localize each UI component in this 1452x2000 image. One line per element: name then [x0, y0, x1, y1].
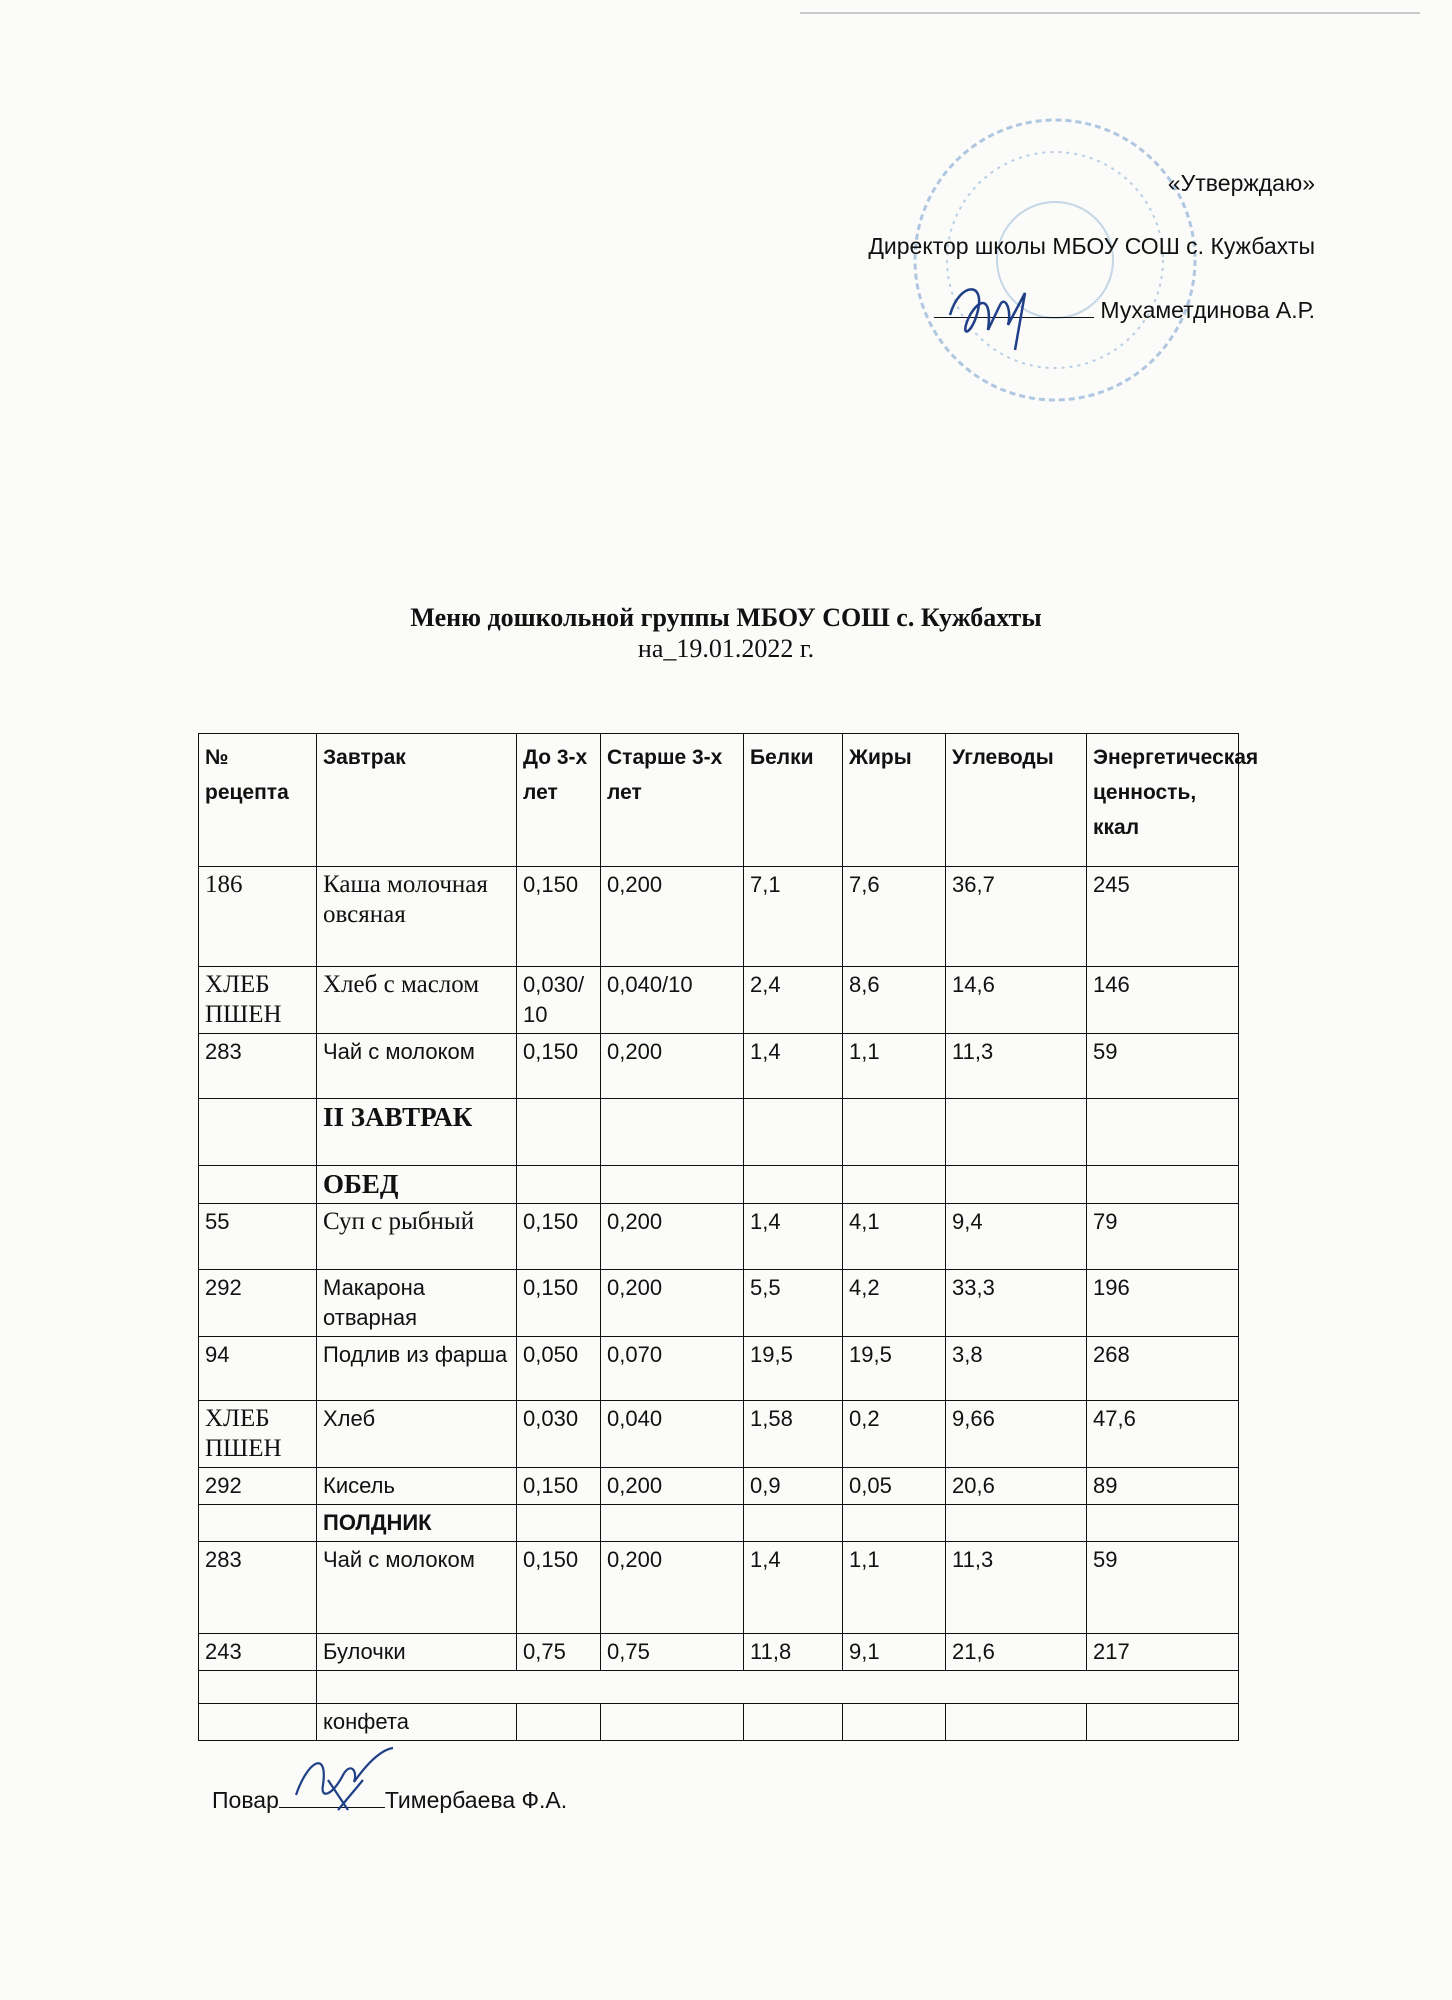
- carbs: 11,3: [946, 1542, 1087, 1634]
- table-row: [199, 967, 1239, 1034]
- director-name: Мухаметдинова А.Р.: [1100, 297, 1315, 323]
- header-under-3: До 3-х лет: [517, 734, 601, 867]
- dish-name: Булочки: [317, 1634, 517, 1671]
- proteins: 1,58: [744, 1401, 843, 1468]
- recipe-number: ХЛЕБ ПШЕН: [199, 1401, 317, 1468]
- cook-label: Повар: [212, 1787, 279, 1813]
- director-title: Директор школы МБОУ СОШ с. Кужбахты: [868, 233, 1315, 259]
- dish-name: Хлеб: [317, 1401, 517, 1468]
- dish-name: Каша молочная овсяная: [317, 867, 517, 967]
- energy: 59: [1087, 1542, 1239, 1634]
- section-row-lunch: [199, 1166, 1239, 1204]
- section-row-breakfast-2: [199, 1099, 1239, 1166]
- recipe-number: 283: [199, 1034, 317, 1099]
- portion-under-3: 0,150: [517, 1204, 601, 1270]
- portion-over-3: 0,200: [601, 867, 744, 967]
- energy: 47,6: [1087, 1401, 1239, 1468]
- header-over-3: Старше 3-х лет: [601, 734, 744, 867]
- portion-under-3: 0,030/ 10: [517, 967, 601, 1034]
- recipe-number: 186: [199, 867, 317, 967]
- header-carbs: Углеводы: [946, 734, 1087, 867]
- table-row: [199, 1204, 1239, 1270]
- dish-name: Чай с молоком: [317, 1542, 517, 1634]
- fats: 1,1: [843, 1542, 946, 1634]
- table-row: [199, 1337, 1239, 1401]
- table-row: [199, 1542, 1239, 1634]
- portion-over-3: 0,200: [601, 1204, 744, 1270]
- table-row: [199, 867, 1239, 967]
- dish-name: Макарона отварная: [317, 1270, 517, 1337]
- section-title: ПОЛДНИК: [317, 1505, 517, 1542]
- fats: 9,1: [843, 1634, 946, 1671]
- school-seal-stamp: [905, 110, 1205, 410]
- proteins: 0,9: [744, 1468, 843, 1505]
- director-signature: [930, 275, 1060, 355]
- portion-over-3: 0,200: [601, 1542, 744, 1634]
- section-title: II ЗАВТРАК: [317, 1099, 517, 1166]
- fats: 1,1: [843, 1034, 946, 1099]
- energy: 196: [1087, 1270, 1239, 1337]
- table-row: [199, 1034, 1239, 1099]
- recipe-number: 243: [199, 1634, 317, 1671]
- fats: 0,05: [843, 1468, 946, 1505]
- recipe-number: 55: [199, 1204, 317, 1270]
- portion-under-3: 0,150: [517, 867, 601, 967]
- portion-over-3: 0,200: [601, 1270, 744, 1337]
- portion-under-3: 0,150: [517, 1270, 601, 1337]
- energy: 245: [1087, 867, 1239, 967]
- fats: 0,2: [843, 1401, 946, 1468]
- proteins: 5,5: [744, 1270, 843, 1337]
- portion-over-3: 0,75: [601, 1634, 744, 1671]
- portion-over-3: 0,040/10: [601, 967, 744, 1034]
- carbs: 14,6: [946, 967, 1087, 1034]
- fats: 19,5: [843, 1337, 946, 1401]
- energy: 217: [1087, 1634, 1239, 1671]
- carbs: 9,66: [946, 1401, 1087, 1468]
- section-title: ОБЕД: [317, 1166, 517, 1204]
- cook-signature: [288, 1740, 398, 1815]
- header-recipe: № рецепта: [199, 734, 317, 867]
- carbs: 21,6: [946, 1634, 1087, 1671]
- dish-name: Суп с рыбный: [317, 1204, 517, 1270]
- energy: 59: [1087, 1034, 1239, 1099]
- table-row: [199, 1468, 1239, 1505]
- energy: 268: [1087, 1337, 1239, 1401]
- portion-under-3: 0,050: [517, 1337, 601, 1401]
- header-fats: Жиры: [843, 734, 946, 867]
- proteins: 11,8: [744, 1634, 843, 1671]
- recipe-number: 283: [199, 1542, 317, 1634]
- table-row: [199, 1270, 1239, 1337]
- menu-table: [198, 733, 1259, 1741]
- table-row: [199, 1634, 1239, 1671]
- fats: 4,1: [843, 1204, 946, 1270]
- carbs: 9,4: [946, 1204, 1087, 1270]
- energy: 146: [1087, 967, 1239, 1034]
- proteins: 1,4: [744, 1204, 843, 1270]
- proteins: 1,4: [744, 1034, 843, 1099]
- proteins: 1,4: [744, 1542, 843, 1634]
- recipe-number: 94: [199, 1337, 317, 1401]
- portion-under-3: 0,150: [517, 1542, 601, 1634]
- portion-under-3: 0,150: [517, 1034, 601, 1099]
- portion-under-3: 0,75: [517, 1634, 601, 1671]
- section-row-snack: [199, 1505, 1239, 1542]
- carbs: 36,7: [946, 867, 1087, 967]
- dish-name: Хлеб с маслом: [317, 967, 517, 1034]
- scan-top-line: [800, 12, 1420, 14]
- title-line-1: Меню дошкольной группы МБОУ СОШ с. Кужбахты: [410, 603, 1042, 632]
- dish-name: Кисель: [317, 1468, 517, 1505]
- recipe-number: 292: [199, 1468, 317, 1505]
- portion-over-3: 0,070: [601, 1337, 744, 1401]
- document-title: [0, 602, 1452, 664]
- carbs: 33,3: [946, 1270, 1087, 1337]
- dish-name: конфета: [317, 1704, 517, 1741]
- approve-label: «Утверждаю»: [1167, 170, 1315, 196]
- energy: 79: [1087, 1204, 1239, 1270]
- title-date: на_19.01.2022 г.: [637, 634, 815, 663]
- header-meal: Завтрак: [317, 734, 517, 867]
- carbs: 11,3: [946, 1034, 1087, 1099]
- table-row: [199, 1704, 1239, 1741]
- portion-over-3: 0,040: [601, 1401, 744, 1468]
- fats: 4,2: [843, 1270, 946, 1337]
- table-row: [199, 1401, 1239, 1468]
- proteins: 19,5: [744, 1337, 843, 1401]
- fats: 8,6: [843, 967, 946, 1034]
- portion-over-3: 0,200: [601, 1034, 744, 1099]
- portion-under-3: 0,030: [517, 1401, 601, 1468]
- header-proteins: Белки: [744, 734, 843, 867]
- carbs: 3,8: [946, 1337, 1087, 1401]
- dish-name: Подлив из фарша: [317, 1337, 517, 1401]
- dish-name: Чай с молоком: [317, 1034, 517, 1099]
- header-energy: Энергетическая ценность, ккал: [1087, 734, 1239, 867]
- proteins: 2,4: [744, 967, 843, 1034]
- recipe-number: 292: [199, 1270, 317, 1337]
- carbs: 20,6: [946, 1468, 1087, 1505]
- table-header-row: [199, 734, 1239, 867]
- recipe-number: ХЛЕБ ПШЕН: [199, 967, 317, 1034]
- cook-name: Тимербаева Ф.А.: [384, 1787, 568, 1813]
- portion-under-3: 0,150: [517, 1468, 601, 1505]
- fats: 7,6: [843, 867, 946, 967]
- proteins: 7,1: [744, 867, 843, 967]
- energy: 89: [1087, 1468, 1239, 1505]
- empty-row: [199, 1671, 1239, 1704]
- portion-over-3: 0,200: [601, 1468, 744, 1505]
